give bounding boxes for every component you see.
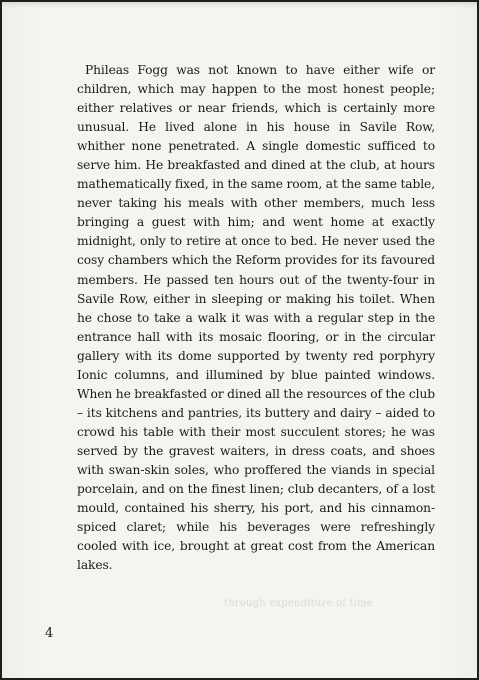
page-edge-shadow	[2, 2, 477, 8]
page-number: 4	[45, 626, 54, 641]
show-through-text: through expenditure of time	[224, 598, 373, 609]
body-paragraph: Phileas Fogg was not known to have either wife or children, which may happen to the most honest people; either relatives or near friends, which is certainly more unusual. He lived alone in his house in Savile Row, whither none penetrated. A single domestic sufficed to serve him. He breakfasted and dined at the club, at hours mathematically fixed, in the same room, at the same table, never taking his meals with other members, much less bringing a guest with him; and went home at exactly midnight, only to retire at once to bed. He never used the cosy chambers which the Reform provides for its favoured members. He passed ten hours out of the twenty-four in Savile Row, either in sleeping or making his toilet. When he chose to take a walk it was with a regular step in the entrance hall with its mosaic flooring, or in the circular gallery with its dome supported by twenty red porphyry Ionic columns, and illumined by blue painted windows. When he breakfasted or dined all the resources of the club – its kitchens and pantries, its buttery and dairy – aided to crowd his table with their most succulent stores; he was served by the gravest waiters, in dress coats, and shoes with swan-skin soles, who proffered the viands in special porcelain, and on the finest linen; club decanters, of a lost mould, contained his sherry, his port, and his cinnamon-spiced claret; while his beverages were refreshingly cooled with ice, brought at great cost from the American lakes.	[77, 63, 435, 573]
